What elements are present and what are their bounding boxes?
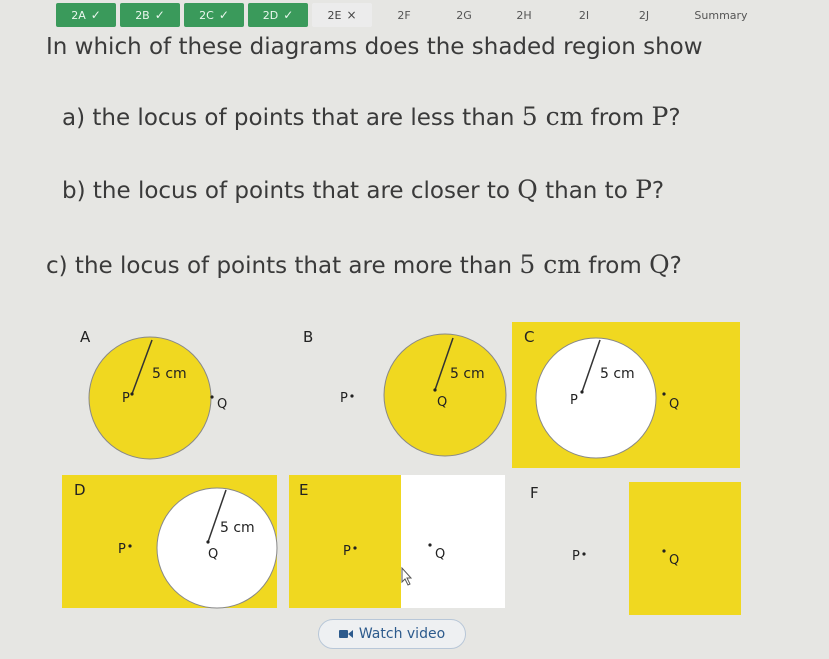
tab-summary[interactable]: Summary <box>694 8 748 22</box>
check-icon: ✓ <box>283 8 294 22</box>
diagram-b[interactable] <box>285 320 510 470</box>
point-q-label: Q <box>217 397 228 412</box>
diagram-letter: A <box>80 328 91 346</box>
diagram-d[interactable] <box>60 470 280 610</box>
point-p <box>580 390 583 393</box>
diagram-f[interactable] <box>512 470 747 615</box>
tab-2b[interactable]: 2B ✓ <box>120 3 180 27</box>
check-icon: ✓ <box>154 8 165 22</box>
point-q-label: Q <box>669 397 680 412</box>
point-p-label: P <box>340 391 348 406</box>
tab-2a[interactable]: 2A ✓ <box>56 3 116 27</box>
point-q <box>433 388 436 391</box>
point-p <box>582 552 585 555</box>
cross-icon: × <box>346 8 357 22</box>
point-p <box>128 544 131 547</box>
watch-video-button[interactable] <box>318 619 466 649</box>
radius-label: 5 cm <box>220 520 255 536</box>
point-p-label: P <box>122 391 130 406</box>
point-q <box>206 540 209 543</box>
point-q-label: Q <box>435 547 446 562</box>
diagram-e[interactable] <box>285 470 510 610</box>
diagram-letter: F <box>530 484 539 502</box>
unshaded-region <box>401 475 505 608</box>
tab-2g[interactable]: 2G <box>456 8 472 22</box>
point-p-label: P <box>572 549 580 564</box>
watch-video-label: Watch video <box>358 626 446 642</box>
tab-2c[interactable]: 2C ✓ <box>184 3 244 27</box>
tab-2e[interactable]: 2E × <box>312 3 372 27</box>
question-part-b: b) the locus of points that are closer to Q than to P? <box>62 175 665 204</box>
point-q-label: Q <box>437 395 448 410</box>
point-q <box>210 395 213 398</box>
tab-bar <box>0 0 829 30</box>
video-camera-icon <box>339 629 353 639</box>
diagram-letter: D <box>74 481 86 499</box>
question-part-c: c) the locus of points that are more than 5 cm from Q? <box>46 250 682 279</box>
point-q-label: Q <box>669 553 680 568</box>
radius-label: 5 cm <box>152 366 187 382</box>
point-p <box>130 392 133 395</box>
diagram-letter: E <box>299 481 309 499</box>
tab-2f[interactable]: 2F <box>397 8 411 22</box>
tab-2d[interactable]: 2D ✓ <box>248 3 308 27</box>
point-p <box>350 394 353 397</box>
tab-2j[interactable]: 2J <box>638 8 650 22</box>
check-icon: ✓ <box>90 8 101 22</box>
shaded-circle <box>89 337 211 459</box>
question-intro: In which of these diagrams does the shaded region show <box>46 34 703 60</box>
diagram-letter: C <box>524 328 535 346</box>
radius-label: 5 cm <box>600 366 635 382</box>
question-part-a: a) the locus of points that are less than 5 cm from P? <box>62 102 681 131</box>
unshaded-circle <box>536 338 656 458</box>
shaded-region <box>629 482 741 615</box>
point-p-label: P <box>343 544 351 559</box>
point-p-label: P <box>118 542 126 557</box>
point-p <box>353 546 356 549</box>
point-p-label: P <box>570 393 578 408</box>
point-q-label: Q <box>208 547 219 562</box>
point-q <box>662 549 665 552</box>
diagram-a[interactable] <box>60 320 275 470</box>
diagram-letter: B <box>303 328 314 346</box>
point-q <box>428 543 431 546</box>
point-q <box>662 392 665 395</box>
tab-2h[interactable]: 2H <box>516 8 532 22</box>
check-icon: ✓ <box>218 8 229 22</box>
radius-label: 5 cm <box>450 366 485 382</box>
tab-2i[interactable]: 2I <box>578 8 590 22</box>
diagram-c[interactable] <box>512 320 742 470</box>
